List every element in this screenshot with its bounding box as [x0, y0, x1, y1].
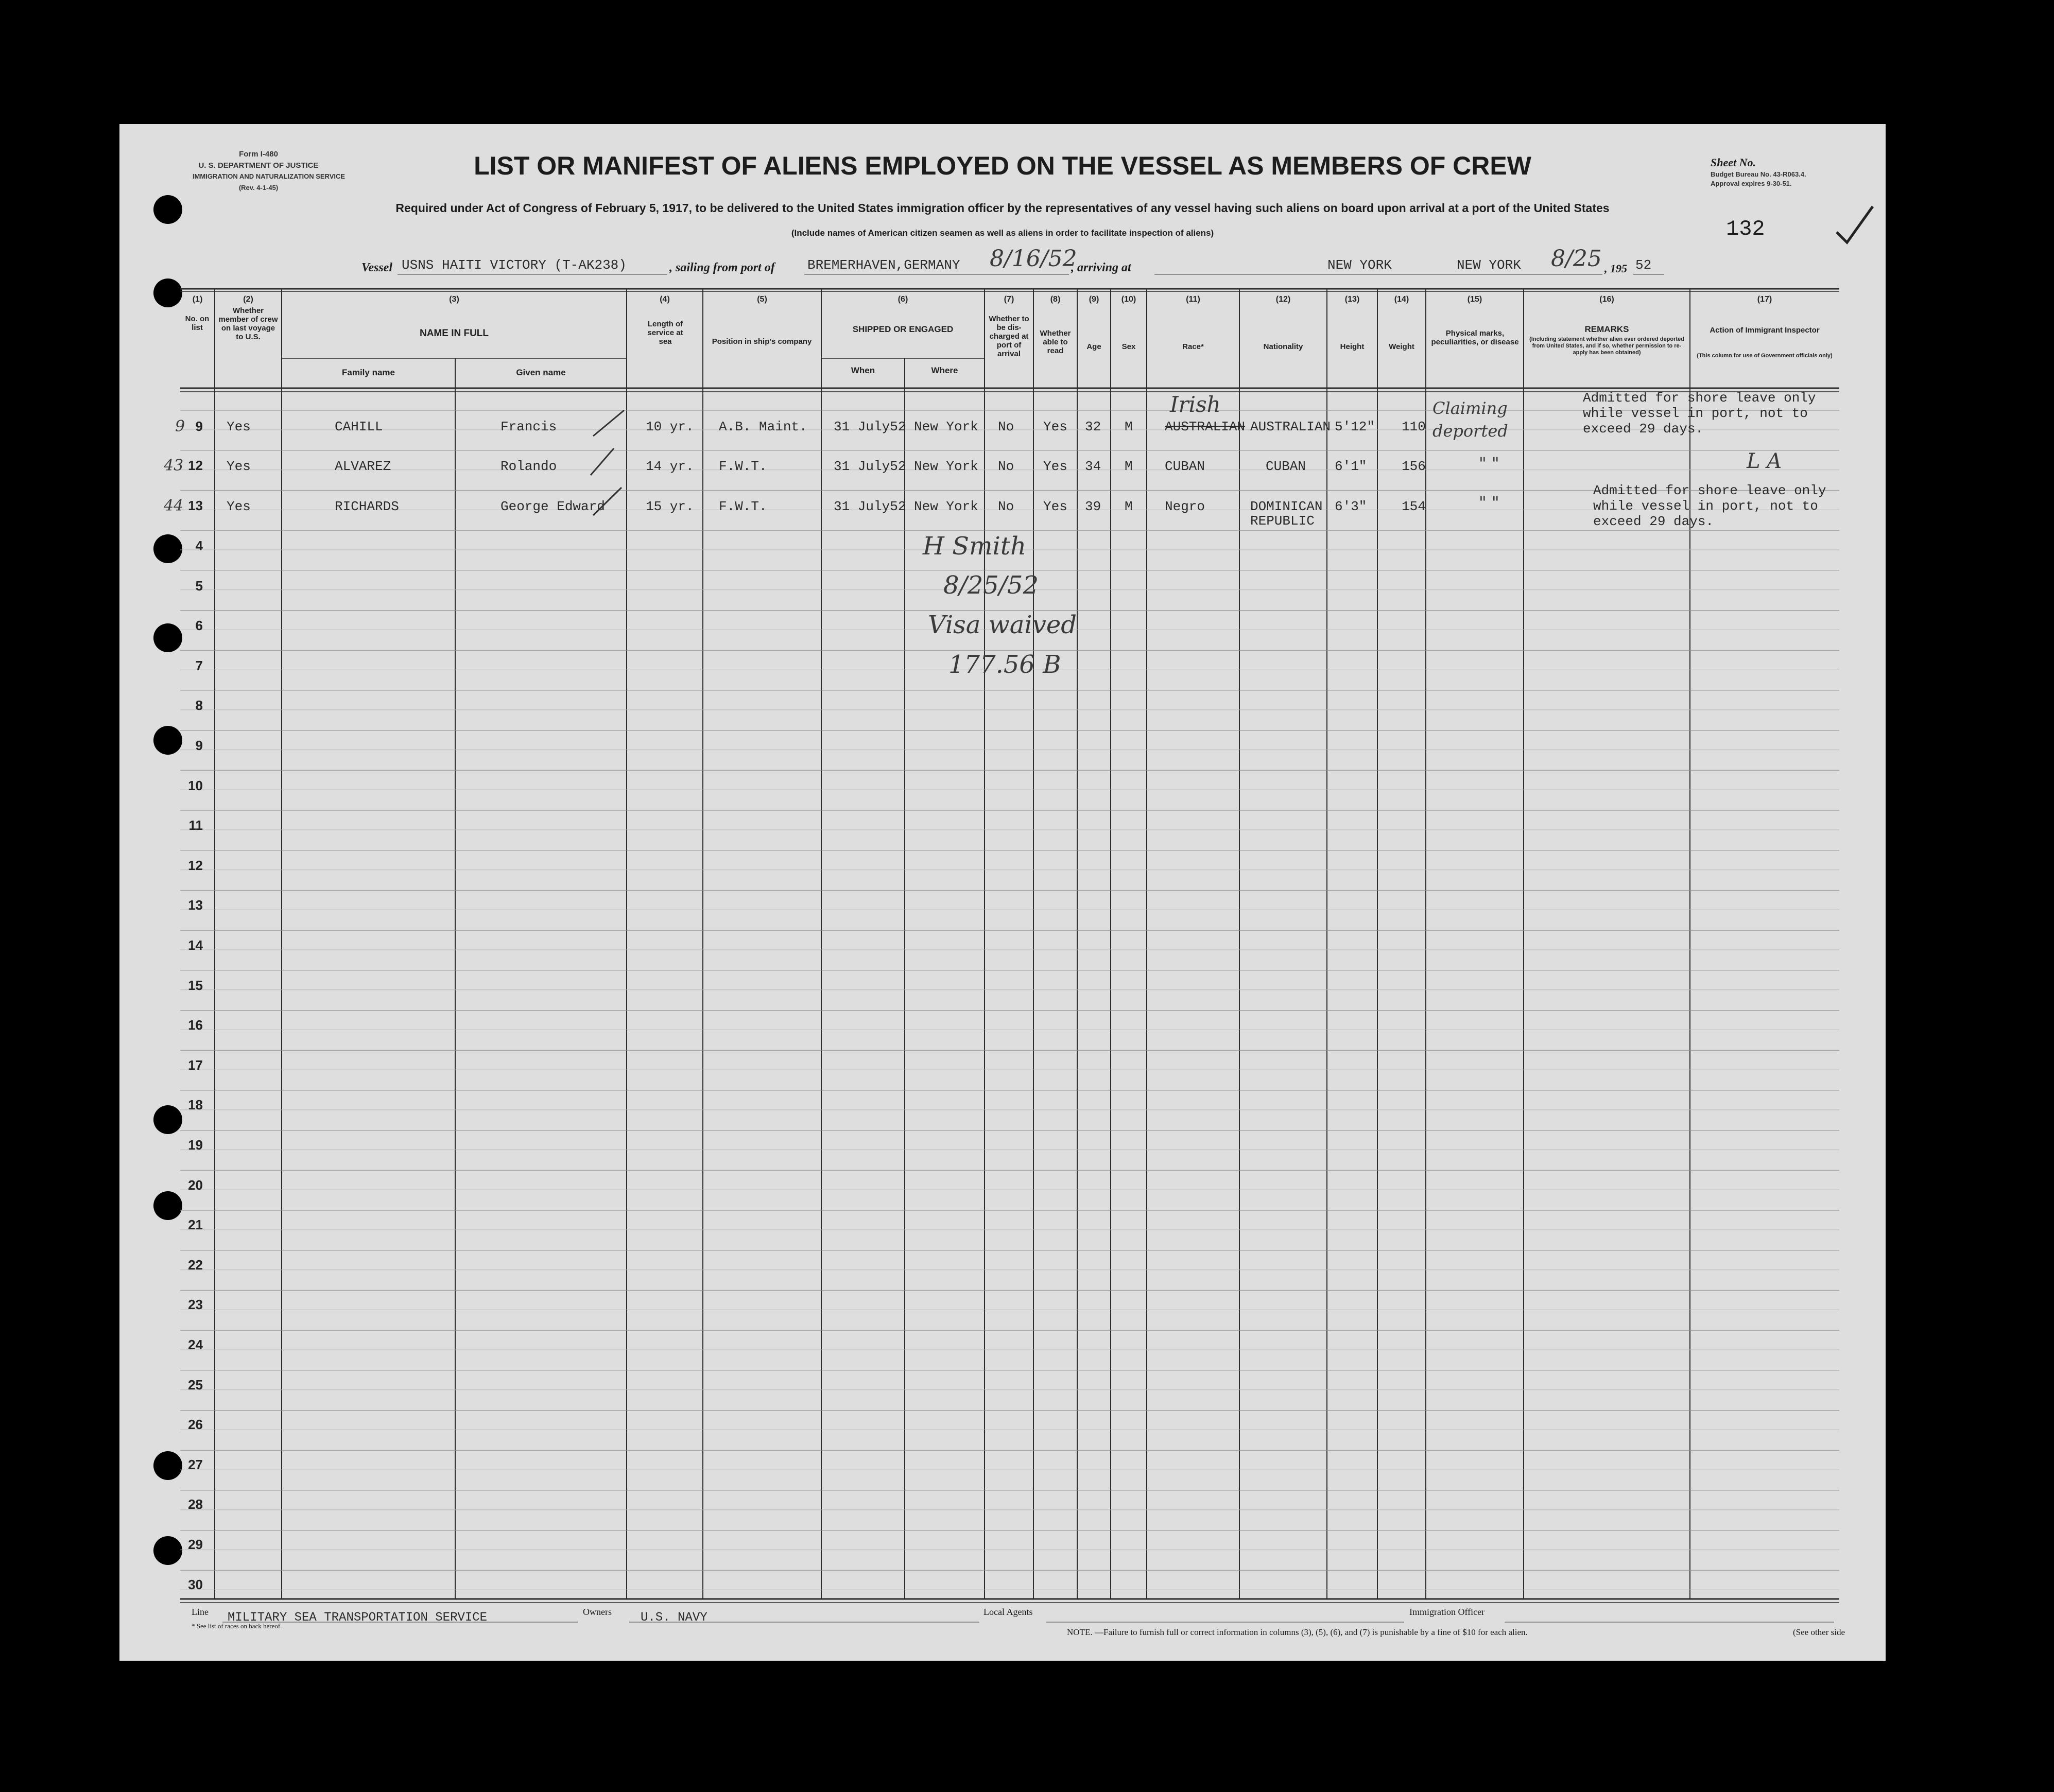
row-number: 9 [195, 419, 203, 434]
remarks-line-3: exceed 29 days. [1583, 421, 1704, 437]
col17-number: (17) [1757, 295, 1772, 304]
sex: M [1125, 499, 1133, 514]
department: U. S. DEPARTMENT OF JUSTICE [198, 161, 319, 170]
nationality: CUBAN [1266, 459, 1306, 474]
row-number: 9 [195, 738, 203, 753]
visa-note-line-3: Visa waived [928, 611, 1077, 639]
age: 32 [1085, 419, 1101, 434]
col3-number: (3) [449, 295, 459, 304]
race: Negro [1165, 499, 1205, 514]
row-number: 15 [188, 977, 203, 993]
arriving-state: NEW YORK [1457, 257, 1521, 273]
arriving-city: NEW YORK [1327, 257, 1392, 273]
row-number: 17 [188, 1057, 203, 1073]
age: 39 [1085, 499, 1101, 514]
physical-marks: " " [1479, 493, 1499, 512]
col11-header: Race* [1182, 342, 1204, 351]
col13-header: Height [1340, 342, 1365, 351]
col4-number: (4) [660, 295, 670, 304]
arriving-label: , arriving at [1071, 261, 1131, 274]
able-to-read: Yes [1043, 419, 1067, 434]
physical-marks: Claiming deported [1432, 398, 1508, 441]
discharged: No [998, 499, 1014, 514]
owners-label: Owners [583, 1607, 612, 1617]
shipped-where: New York [914, 459, 978, 474]
col9-header: Age [1086, 342, 1101, 351]
col2-header: Whether member of crew on last voyage to U.S. [218, 306, 278, 341]
races-note: * See list of races on back hereof. [192, 1622, 282, 1630]
sailing-label: , sailing from port of [669, 261, 775, 274]
row-number: 27 [188, 1456, 203, 1472]
manifest-sheet [119, 124, 1886, 1661]
pencil-ticks [119, 124, 1886, 587]
row-number: 28 [188, 1497, 203, 1512]
see-other-side: (See other side [1793, 1627, 1845, 1637]
row-number: 18 [188, 1097, 203, 1113]
inspector-action: L A [1747, 449, 1782, 473]
shipped-when: 31 July52 [834, 499, 906, 514]
col4-header: Length of service at sea [647, 320, 683, 346]
row-number: 7 [195, 657, 203, 673]
service-length: 14 yr. [646, 459, 694, 474]
revision: (Rev. 4-1-45) [238, 184, 279, 192]
shipped-when: 31 July52 [834, 459, 906, 474]
year-prefix: , 195 [1604, 262, 1627, 275]
remarks-line-3: exceed 29 days. [1593, 514, 1714, 529]
col6-when-header: When [851, 366, 875, 375]
family-name: RICHARDS [335, 499, 399, 514]
given-name: George Edward [500, 499, 605, 514]
col15-number: (15) [1467, 295, 1482, 304]
line-label: Line [192, 1607, 209, 1617]
col7-header: Whether to be dis-charged at port of arrival [989, 315, 1029, 358]
remarks-line-1: Admitted for shore leave only [1593, 483, 1826, 498]
height: 6'1" [1335, 459, 1367, 474]
row-number: 14 [188, 937, 203, 953]
discharged: No [998, 419, 1014, 434]
position: A.B. Maint. [719, 419, 807, 434]
race: AUSTRALIAN [1165, 419, 1246, 434]
col12-number: (12) [1275, 295, 1291, 304]
nationality: DOMINICAN REPUBLIC [1250, 499, 1323, 529]
col3-family-header: Family name [342, 368, 395, 377]
row-number: 6 [195, 618, 203, 634]
row-number: 23 [188, 1297, 203, 1313]
local-agents-label: Local Agents [983, 1607, 1033, 1617]
sheet-label: Sheet No. [1711, 156, 1756, 169]
shipped-where: New York [914, 419, 978, 434]
crew-last-voyage: Yes [227, 419, 251, 434]
row-number: 30 [188, 1576, 203, 1592]
col2-number: (2) [243, 295, 253, 304]
crew-last-voyage: Yes [227, 459, 251, 474]
col6-number: (6) [897, 295, 908, 304]
col3-given-header: Given name [516, 368, 566, 377]
vessel-name: USNS HAITI VICTORY (T-AK238) [402, 257, 627, 273]
remarks-line-2: while vessel in port, not to [1593, 498, 1818, 514]
row-number: 29 [188, 1537, 203, 1552]
col1-number: (1) [192, 295, 203, 304]
note-label: NOTE. [1067, 1627, 1093, 1637]
remarks-line-1: Admitted for shore leave only [1583, 390, 1816, 406]
row-number: 12 [188, 458, 203, 473]
subtitle: Required under Act of Congress of February 5, 1917, to be delivered to the United States immigration officer by the representatives of any vessel having such aliens on board upon arrival at a port of the United States [395, 201, 1610, 215]
visa-note-line-2: 8/25/52 [943, 571, 1039, 600]
col15-header: Physical marks, peculiarities, or disease [1431, 329, 1519, 346]
row-number: 13 [188, 897, 203, 913]
page-title: LIST OR MANIFEST OF ALIENS EMPLOYED ON THE VESSEL AS MEMBERS OF CREW [474, 151, 1531, 180]
arriving-date: 8/25 [1551, 246, 1602, 272]
col6-where-header: Where [931, 366, 958, 375]
family-name: CAHILL [335, 419, 383, 434]
line-value: MILITARY SEA TRANSPORTATION SERVICE [228, 1611, 488, 1625]
owners-value: U.S. NAVY [641, 1611, 707, 1625]
footer-underlines [119, 1614, 1886, 1625]
row-number: 24 [188, 1337, 203, 1352]
sailing-date: 8/16/52 [990, 246, 1077, 272]
col10-header: Sex [1121, 342, 1136, 351]
row-number: 5 [195, 578, 203, 594]
row-number: 26 [188, 1417, 203, 1433]
visa-note-line-1: H Smith [923, 532, 1027, 561]
discharged: No [998, 459, 1014, 474]
remarks-line-2: while vessel in port, not to [1583, 406, 1808, 421]
col11-number: (11) [1186, 295, 1200, 304]
col3-header: NAME IN FULL [419, 328, 489, 339]
col13-number: (13) [1344, 295, 1360, 304]
nationality: AUSTRALIAN [1250, 419, 1331, 434]
col16-number: (16) [1599, 295, 1614, 304]
col17-note: (This column for use of Government officials only) [1697, 353, 1833, 359]
col9-number: (9) [1089, 295, 1099, 304]
service-length: 10 yr. [646, 419, 694, 434]
given-name: Francis [500, 419, 557, 434]
position: F.W.T. [719, 499, 767, 514]
sheet-number: 132 [1726, 217, 1765, 241]
immigration-officer-label: Immigration Officer [1409, 1607, 1485, 1617]
row-number: 16 [188, 1017, 203, 1033]
weight: 156 [1402, 459, 1426, 474]
service-length: 15 yr. [646, 499, 694, 514]
physical-marks: " " [1479, 454, 1499, 473]
col17-header: Action of Immigrant Inspector [1710, 326, 1820, 335]
year-suffix: 52 [1635, 257, 1652, 273]
row-number: 10 [188, 777, 203, 793]
able-to-read: Yes [1043, 459, 1067, 474]
shipped-when: 31 July52 [834, 419, 906, 434]
col8-number: (8) [1050, 295, 1061, 304]
crew-last-voyage: Yes [227, 499, 251, 514]
col1-header: No. on list [185, 315, 210, 332]
row-number: 12 [188, 857, 203, 873]
weight: 154 [1402, 499, 1426, 514]
row-number: 25 [188, 1377, 203, 1393]
col7-number: (7) [1004, 295, 1014, 304]
row-number: 13 [188, 498, 203, 513]
col12-header: Nationality [1263, 342, 1303, 351]
hand-list-number: 43 [164, 457, 184, 475]
position: F.W.T. [719, 459, 767, 474]
approval-expires: Approval expires 9-30-51. [1711, 180, 1792, 187]
hand-list-number: 9 [175, 417, 185, 436]
form-number: Form I-480 [239, 150, 278, 159]
row-number: 21 [188, 1217, 203, 1233]
row-number: 8 [195, 698, 203, 714]
subnote: (Include names of American citizen seamen as well as aliens in order to facilitate inspection of aliens) [791, 228, 1214, 238]
age: 34 [1085, 459, 1101, 474]
given-name: Rolando [500, 459, 557, 474]
row-number: 20 [188, 1177, 203, 1193]
height: 5'12" [1335, 419, 1375, 434]
vessel-label: Vessel [361, 261, 392, 274]
col14-header: Weight [1389, 342, 1414, 351]
shipped-where: New York [914, 499, 978, 514]
note-text: —Failure to furnish full or correct information in columns (3), (5), (6), and (7) is punishable by a fine of $10 for each alien. [1095, 1627, 1528, 1637]
col14-number: (14) [1394, 295, 1409, 304]
col6-header: SHIPPED OR ENGAGED [852, 324, 954, 334]
col16-note: (Including statement whether alien ever ordered deported from United States, and if so, whether permission to re-apply has been obtained) [1529, 336, 1684, 356]
service: IMMIGRATION AND NATURALIZATION SERVICE [192, 172, 346, 180]
sex: M [1125, 419, 1133, 434]
row-number: 4 [195, 538, 203, 553]
sex: M [1125, 459, 1133, 474]
col5-header: Position in ship's company [712, 337, 812, 346]
col5-number: (5) [757, 295, 767, 304]
col8-header: Whether able to read [1040, 329, 1071, 355]
race: CUBAN [1165, 459, 1205, 474]
able-to-read: Yes [1043, 499, 1067, 514]
col10-number: (10) [1121, 295, 1136, 304]
sailing-port: BREMERHAVEN,GERMANY [807, 257, 960, 273]
budget-bureau: Budget Bureau No. 43-R063.4. [1711, 170, 1806, 178]
race-handwritten: Irish [1170, 392, 1221, 417]
row-number: 22 [188, 1257, 203, 1273]
height: 6'3" [1335, 499, 1367, 514]
visa-note-line-4: 177.56 B [948, 650, 1061, 679]
family-name: ALVAREZ [335, 459, 391, 474]
hand-list-number: 44 [164, 497, 184, 515]
row-number: 11 [188, 817, 203, 833]
row-number: 19 [188, 1137, 203, 1153]
weight: 110 [1402, 419, 1426, 434]
col16-header: REMARKS [1584, 324, 1629, 334]
